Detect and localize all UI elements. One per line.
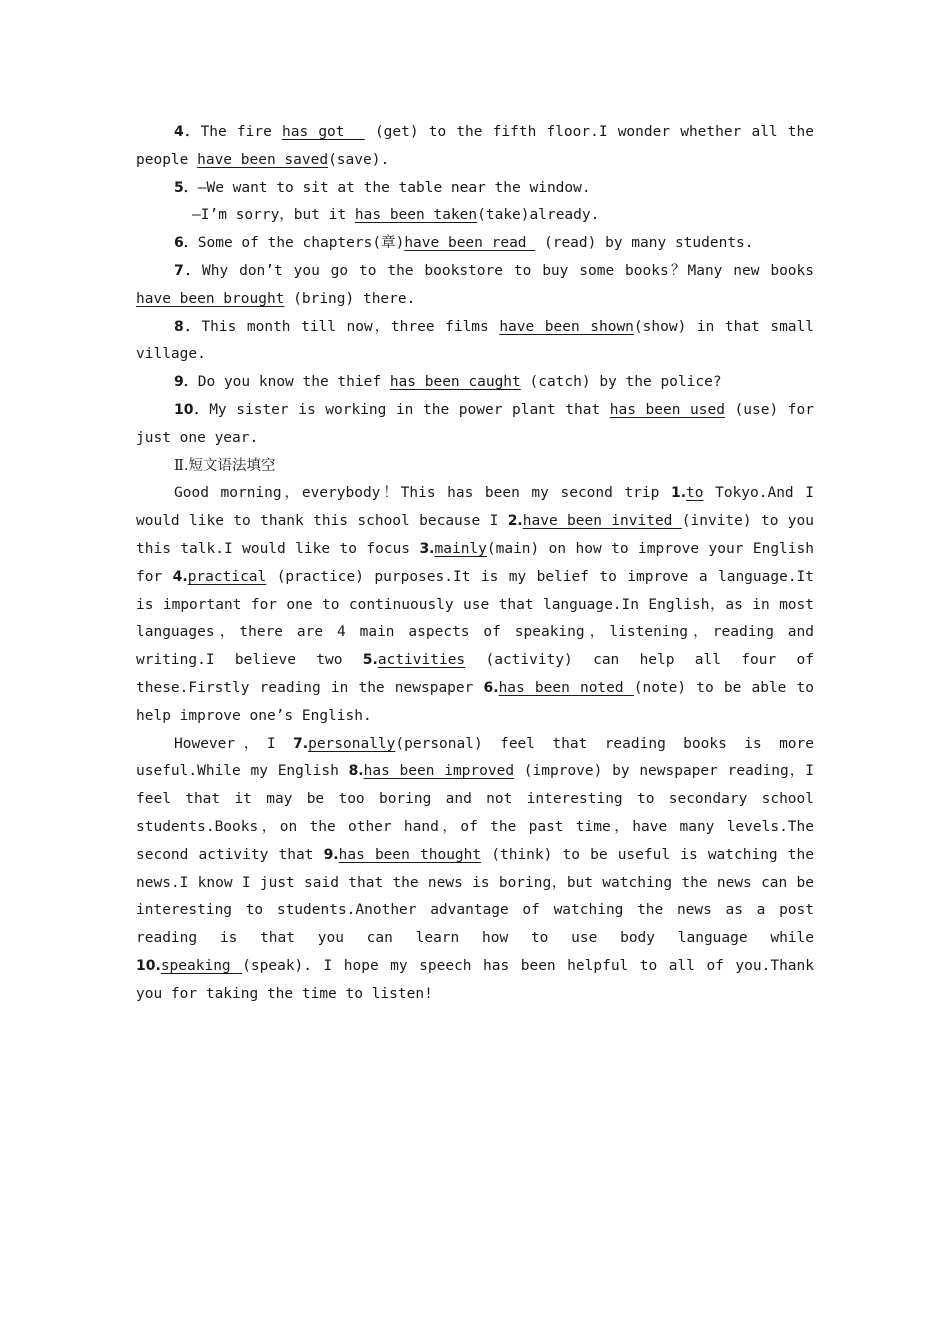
passage-text: (improve) by newspaper reading，I feel that it may be too boring and not interesting to secondary school students.Books，on the other hand，of the past time，have many levels.The second activity that bbox=[136, 763, 814, 863]
answer-blank: has got bbox=[281, 124, 365, 140]
item-text: (get) to the fifth floor.I wonder whether all the people bbox=[136, 124, 814, 168]
passage-paragraph-1 bbox=[136, 480, 814, 730]
item-text: Why don’t you go to the bookstore to buy some books？Many new books bbox=[202, 262, 814, 279]
answer-blank: have been invited bbox=[522, 513, 682, 530]
blank-number: 8. bbox=[348, 763, 364, 780]
blank-number: 6. bbox=[483, 679, 499, 696]
answer-blank: has been improved bbox=[363, 763, 515, 780]
passage-text: Good morning，everybody！This has been my second trip bbox=[174, 485, 671, 502]
section-title: Ⅱ.短文语法填空 bbox=[174, 457, 276, 474]
item-text: —I’m sorry，but it bbox=[192, 207, 355, 224]
item-5 bbox=[136, 175, 814, 203]
answer-blank: practical bbox=[187, 568, 267, 585]
passage-paragraph-2 bbox=[136, 731, 814, 1009]
passage-text: Tokyo.And I would like to thank this school because I bbox=[136, 485, 814, 530]
item-text: Some of the chapters(章) bbox=[197, 235, 405, 252]
answer-blank: speaking bbox=[160, 957, 243, 974]
item-6 bbox=[136, 230, 814, 258]
item-number: 7． bbox=[174, 262, 203, 279]
blank-number: 2. bbox=[507, 513, 523, 530]
answer-blank: have been brought bbox=[136, 290, 285, 307]
passage-text: (main) on how to improve your English for bbox=[136, 540, 814, 585]
item-text: (bring) there. bbox=[284, 290, 416, 307]
item-10 bbox=[136, 397, 814, 453]
blank-number: 4. bbox=[172, 568, 188, 585]
passage-text: (practice) purposes.It is my belief to improve a language.It is important for one to continuously use that language.In English，as in most languages，there are 4 main aspects of speaking，listening，reading and writing.I believe two bbox=[136, 568, 815, 669]
passage-text: (invite) to you this talk.I would like to focus bbox=[136, 513, 814, 557]
item-8 bbox=[136, 314, 814, 370]
item-number: 8． bbox=[174, 318, 202, 335]
passage-text: (personal) feel that reading books is more useful.While my English bbox=[136, 735, 814, 780]
passage-text: (activity) can help all four of these.Firstly reading in the newspaper bbox=[136, 652, 814, 696]
item-number: 4． bbox=[174, 124, 201, 140]
answer-blank: have been saved bbox=[197, 151, 329, 168]
blank-number: 9. bbox=[323, 846, 339, 863]
item-text: (read) by many students. bbox=[535, 235, 754, 252]
item-number: 5． bbox=[174, 179, 198, 196]
answer-blank: mainly bbox=[434, 540, 487, 557]
item-5-reply bbox=[136, 202, 814, 230]
item-text: —We want to sit at the table near the window. bbox=[197, 179, 591, 196]
blank-number: 5. bbox=[362, 652, 378, 669]
passage-text: (think) to be useful is watching the news.I know I just said that the news is boring，but watching the news can be interesting to students.Another advantage of watching the news as a post reading is that you can learn how to use body language while bbox=[136, 846, 814, 947]
item-number: 10． bbox=[174, 401, 210, 418]
item-text: (show) in that small village. bbox=[136, 318, 814, 363]
blank-number: 1. bbox=[670, 485, 687, 502]
answer-blank: to bbox=[686, 485, 704, 502]
answer-blank: has been thought bbox=[338, 846, 482, 863]
item-4 bbox=[136, 119, 814, 175]
answer-blank: has been taken bbox=[354, 207, 478, 224]
item-text: (save). bbox=[328, 151, 390, 168]
item-text: (catch) by the police? bbox=[520, 374, 722, 391]
item-number: 6． bbox=[174, 235, 198, 252]
item-text: This month till now，three films bbox=[201, 318, 500, 335]
blank-number: 10. bbox=[136, 957, 161, 974]
passage-text: (note) to be able to help improve one’s English. bbox=[136, 679, 814, 724]
worksheet-page bbox=[136, 119, 814, 1009]
item-7 bbox=[136, 258, 814, 314]
answer-blank: has been used bbox=[609, 401, 725, 418]
answer-blank: personally bbox=[308, 735, 396, 752]
item-9 bbox=[136, 369, 814, 397]
item-text: (use) for just one year. bbox=[136, 401, 814, 446]
answer-blank: have been shown bbox=[499, 318, 634, 335]
item-number: 9． bbox=[174, 374, 198, 391]
item-text: The fire bbox=[200, 124, 282, 140]
blank-number: 7. bbox=[293, 735, 309, 752]
item-text: My sister is working in the power plant that bbox=[209, 401, 610, 418]
item-text: Do you know the thief bbox=[197, 374, 390, 391]
answer-blank: activities bbox=[377, 652, 466, 669]
answer-blank: has been noted bbox=[498, 679, 634, 696]
answer-blank: has been caught bbox=[389, 374, 521, 391]
blank-number: 3. bbox=[419, 540, 435, 557]
passage-text: (speak). I hope my speech has been helpful to all of you.Thank you for taking the time to listen! bbox=[136, 957, 814, 1002]
item-text: (take)already. bbox=[477, 207, 600, 224]
passage-text: However，I bbox=[174, 735, 294, 752]
answer-blank: have been read bbox=[404, 235, 536, 252]
